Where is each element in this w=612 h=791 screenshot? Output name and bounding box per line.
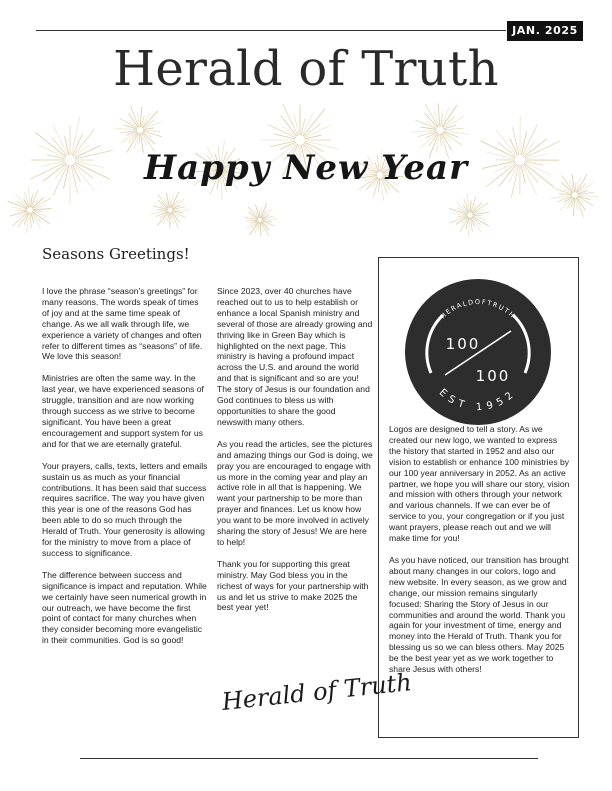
paragraph: As you have noticed, our transition has brought about many changes in our colors, logo and new website. In every season, as we grow and change, our mission remains singularly focused: Sharing the Story of Jesus in our communities and around the world. Thank you again for your investment of time, energy and money into the Herald of Truth. Thank you for blessing us so we can bless others. May 2025 be the best year yet as we work together to share Jesus with others! — [389, 554, 569, 675]
happy-new-year-text: Happy New Year — [143, 148, 468, 188]
paragraph: Ministries are often the same way. In the last year, we have experienced seasons of struggle, transition and are now working through success as we strive to become significant. You have been a great encouragement and support system for us and for that we are eternally grateful. — [42, 373, 204, 449]
top-rule — [36, 30, 506, 31]
firework-burst — [114, 106, 162, 153]
firework-burst — [449, 193, 489, 237]
section-heading: Seasons Greetings! — [42, 245, 190, 263]
paragraph: Logos are designed to tell a story. As we created our new logo, we wanted to express the history that started in 1952 and also our vision to establish or enhance 100 ministries by our 100 year anniversary in 2052. As an active partner, we hope you will share our story, vision and mission with others through your network and various channels. If we can ever be of service to you, your congregation or if you just want prayers, please reach out and we will make time for you! — [389, 424, 570, 544]
logo-badge — [403, 277, 553, 427]
article-column-1 — [42, 286, 208, 657]
logo-top-number: 100 — [445, 335, 481, 353]
paragraph: The difference between success and significance is impact and reputation. While we certainly have seen numerical growth in our outreach, we have become the first point of contact for many churches when they consider becoming more evangelistic in their communities. God is so good! — [42, 569, 207, 646]
firework-burst — [8, 186, 52, 234]
paragraph: I love the phrase “season’s greetings” for many reasons. The words speak of times of joy and at the same time speak of change. As we all walk through life, we experience a variety of changes and often refer to different times as “seasons” of life. We love this season! — [42, 286, 203, 362]
logo-est-text: EST 1952 — [436, 387, 520, 414]
article-column-2 — [217, 286, 373, 624]
logo-bottom-number: 100 — [475, 367, 511, 385]
firework-burst — [244, 203, 278, 236]
sidebar-text — [389, 424, 571, 686]
paragraph: Since 2023, over 40 churches have reached out to us to help establish or enhance a local Spanish ministry and several of those are already growing and thriving like in Green Bay which is highlighted on the next page. This ministry is having a profound impact across the U.S. and around the world and that is significant and so are you! The story of Jesus is our foundation and God continues to bless us with opportunities to share the good newswith many others. — [217, 286, 373, 427]
sidebar-box — [378, 257, 579, 738]
paragraph: Your prayers, calls, texts, letters and emails sustain us as much as your financial contributions. It has been said that success requires sacrifice. The way you have given this year is one of the reasons God has been able to do so much through the Herald of Truth. Your generosity is allowing for the ministry to move from a place of success to significance. — [42, 460, 208, 558]
paragraph: As you read the articles, see the pictures and amazing things our God is doing, we pray you are encouraged to engage with us more in the coming year and play an active role in all that is happening. We want your partnership to be more than prayer and finances. Let us know how you want to be more involved in actively sharing the story of Jesus! We are here to help! — [217, 438, 373, 547]
date-badge: JAN. 2025 — [507, 21, 583, 41]
masthead-title: Herald of Truth — [113, 41, 499, 97]
signature: Herald of Truth — [220, 668, 414, 716]
paragraph: Thank you for supporting this great ministry. May God bless you in the richest of ways for your partnership with us and let us strive to make 2025 the best year yet! — [217, 558, 369, 613]
bottom-rule — [80, 758, 538, 759]
firework-burst — [150, 192, 190, 228]
logo-ring-text: HERALDOFTRUTH — [438, 297, 518, 321]
